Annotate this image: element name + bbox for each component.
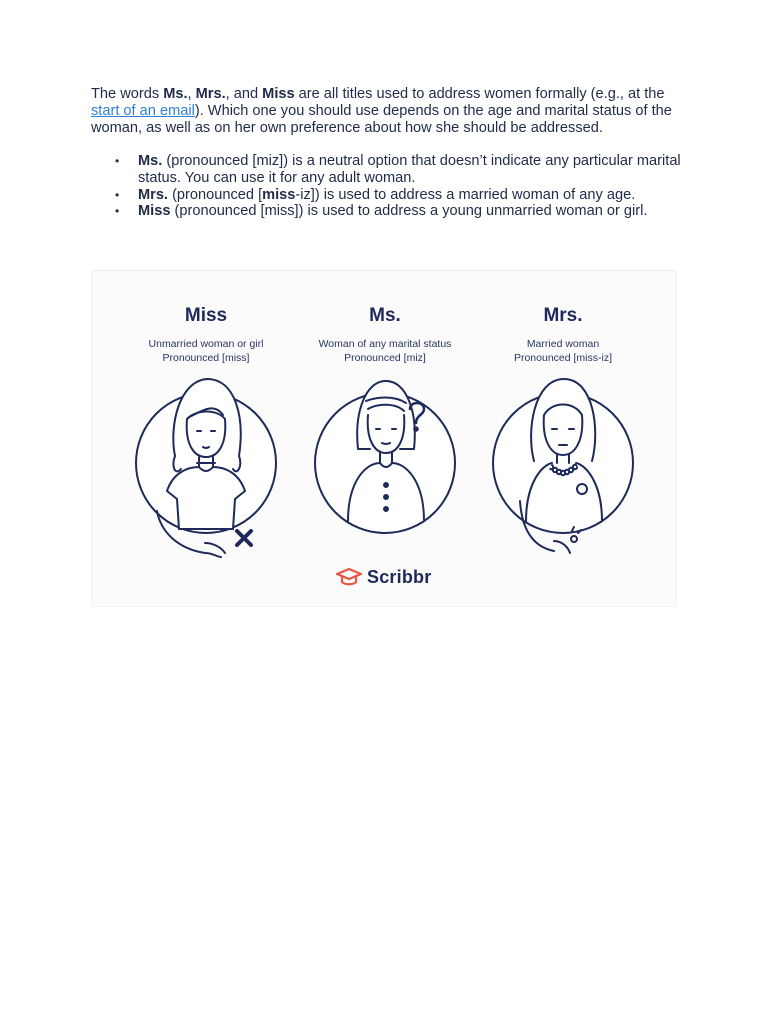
ms-description [296, 337, 474, 365]
term-miss: Miss [262, 86, 295, 102]
intro-text: , and [225, 86, 263, 102]
definition-term: Mrs. [138, 186, 169, 203]
definition-text: (pronounced [miz]) is a neutral option that doesn’t indicate any particular marital status. You can use it for any adult woman. [138, 153, 681, 186]
definitions-list [91, 153, 681, 220]
mrs-heading: Mrs. [543, 305, 583, 326]
definition-term: Miss [138, 203, 171, 220]
stressed-syllable: miss [262, 186, 296, 203]
married-woman-icon [474, 371, 652, 566]
intro-text: The words [91, 86, 164, 102]
intro-text: are all titles used to address women formally (e.g., at the [294, 86, 665, 102]
miss-meaning: Unmarried woman or girl [148, 338, 264, 350]
graduation-cap-icon [335, 566, 363, 588]
definition-text: (pronounced [miss]) is used to address a young unmarried woman or girl. [170, 203, 648, 220]
list-item [138, 153, 681, 187]
intro-text: , [187, 86, 196, 102]
term-ms: Ms. [163, 86, 188, 102]
young-woman-icon [117, 371, 295, 566]
titles-infographic [91, 270, 677, 607]
ms-heading: Ms. [369, 305, 401, 326]
miss-pronunciation: Pronounced [miss] [162, 352, 250, 364]
ms-pronunciation: Pronounced [miz] [344, 352, 426, 364]
woman-question-icon [296, 371, 474, 566]
definition-text: -iz]) is used to address a married woman of any age. [295, 186, 636, 203]
mrs-pronunciation: Pronounced [miss-iz] [513, 352, 613, 364]
list-item [138, 203, 681, 220]
scribbr-logo [335, 565, 431, 589]
miss-description [117, 337, 295, 365]
start-of-email-link[interactable]: start of an email [91, 103, 195, 119]
list-item [138, 187, 681, 204]
mrs-meaning: Married woman [526, 338, 600, 350]
intro-paragraph [91, 86, 681, 137]
term-mrs: Mrs. [195, 86, 226, 102]
definition-term: Ms. [138, 153, 163, 169]
scribbr-wordmark: Scribbr [367, 566, 432, 587]
ms-meaning: Woman of any marital status [318, 338, 452, 350]
intro-text: ). Which one you should use depends on the age and marital status of the woman, as well as on her own preference about how she should be addressed. [91, 103, 672, 136]
document-body [91, 86, 681, 220]
definition-text: (pronounced [ [168, 186, 263, 203]
miss-heading: Miss [184, 305, 228, 326]
mrs-description [474, 337, 652, 365]
